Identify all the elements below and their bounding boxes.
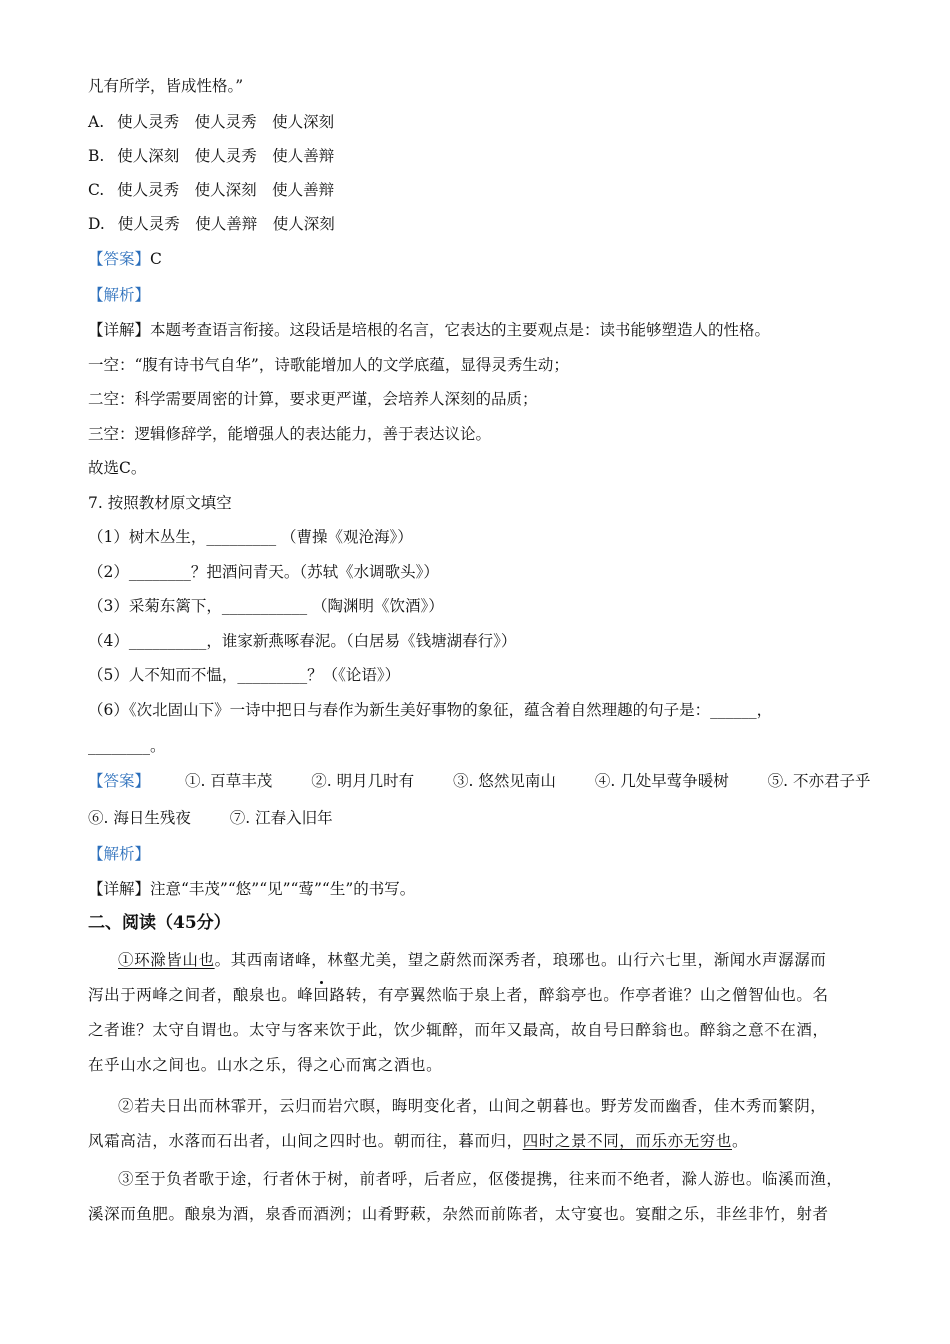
option-text: 使人灵秀 使人善辩 使人深刻	[117, 215, 335, 233]
answer-tag: 【答案】	[88, 250, 151, 268]
q7-item: （5）人不知而不愠，_________？（《论语》）	[88, 666, 401, 684]
q7-title: 7. 按照教材原文填空	[88, 494, 232, 512]
q6-answer	[88, 249, 162, 269]
q6-detail-line: 【详解】本题考查语言衔接。这段话是培根的名言，它表达的主要观点是：读书能够塑造人的性格。	[88, 321, 771, 339]
answer-item: ⑥. 海日生残夜	[88, 809, 191, 827]
passage-text: 路转，有亭翼然临于泉上者，醉翁亭也。作亭者谁？山之僧智仙也。名	[329, 986, 829, 1004]
option-text: 使人深刻 使人灵秀 使人善辩	[117, 147, 335, 165]
q6-detail-line: 故选C。	[88, 459, 147, 477]
answer-item: ⑦. 江春入旧年	[229, 809, 333, 827]
option-letter: C.	[88, 181, 105, 199]
passage-line	[88, 985, 829, 1005]
q7-item6-cont: ________。	[88, 737, 166, 755]
underlined-phrase: 四时之景不同，而乐亦无穷也	[522, 1132, 733, 1150]
dotted-char: 回	[313, 986, 330, 1004]
q6-detail-line: 二空：科学需要周密的计算，要求更严谨，会培养人深刻的品质；	[88, 390, 538, 408]
answer-item: ②. 明月几时有	[311, 772, 415, 790]
passage-line: 之者谁？太守自谓也。太守与客来饮于此，饮少辄醉，而年又最高，故自号曰醉翁也。醉翁之意不在酒，	[88, 1021, 829, 1039]
answer-tag: 【答案】	[88, 772, 151, 790]
option-text: 使人灵秀 使人灵秀 使人深刻	[117, 113, 335, 131]
passage-text: 风霜高洁，水落而石出者，山间之四时也。朝而往，暮而归，	[88, 1132, 523, 1150]
passage-text: 。	[732, 1132, 749, 1150]
passage-line: 在乎山水之间也。山水之乐，得之心而寓之酒也。	[88, 1056, 443, 1074]
quote-end: 凡有所学，皆成性格。”	[88, 77, 244, 95]
option-b	[88, 146, 334, 166]
passage-line: 溪深而鱼肥。酿泉为酒，泉香而酒洌；山肴野蔌，杂然而前陈者，太守宴也。宴酣之乐，非丝非竹，射者	[88, 1205, 829, 1223]
q7-item: （4）__________，谁家新燕啄春泥。（白居易《钱塘湖春行》）	[88, 632, 517, 650]
q7-detail: 【详解】注意“丰茂”“悠”“见”“莺”“生”的书写。	[88, 880, 416, 898]
q7-analysis-tag: 【解析】	[88, 845, 151, 863]
option-letter: B.	[88, 147, 105, 165]
option-d	[88, 214, 335, 234]
passage-line: ②若夫日出而林霏开，云归而岩穴暝，晦明变化者，山间之朝暮也。野芳发而幽香，佳木秀而繁阴，	[118, 1097, 827, 1115]
option-a	[88, 112, 334, 132]
q7-item: （6）《次北固山下》一诗中把日与春作为新生美好事物的象征，蕴含着自然理趣的句子是：______，	[88, 701, 773, 719]
q6-detail-line: 一空：“腹有诗书气自华”，诗歌能增加人的文学底蕴，显得灵秀生动；	[88, 356, 569, 374]
passage-line	[88, 1131, 748, 1151]
option-text: 使人灵秀 使人深刻 使人善辩	[117, 181, 335, 199]
answer-item: ⑤. 不亦君子乎	[767, 772, 871, 790]
option-letter: D.	[88, 215, 105, 233]
passage-line	[118, 950, 826, 970]
answer-item: ①. 百草丰茂	[184, 772, 273, 790]
section-heading: 二、阅读（45分）	[88, 913, 231, 933]
option-letter: A.	[88, 113, 105, 131]
q7-answer-row2	[88, 808, 333, 828]
q7-answer-row	[88, 771, 871, 791]
q7-item: （2）________？把酒问青天。（苏轼《水调歌头》）	[88, 563, 439, 581]
answer-item: ③. 悠然见南山	[453, 772, 556, 790]
passage-text: 泻出于两峰之间者，酿泉也。峰	[88, 986, 314, 1004]
passage-text: 。其西南诸峰，林壑尤美，望之蔚然而深秀者，琅琊也。山行六七里，渐闻水声潺潺而	[214, 951, 827, 969]
q7-item: （1）树木丛生，_________ （曹操《观沧海》）	[88, 528, 413, 546]
q6-analysis-tag: 【解析】	[88, 286, 151, 304]
q6-detail-line: 三空：逻辑修辞学，能增强人的表达能力，善于表达议论。	[88, 425, 492, 443]
option-c	[88, 180, 334, 200]
answer-value: C	[150, 250, 162, 268]
underlined-phrase: ①环滁皆山也	[118, 951, 215, 969]
q7-item: （3）采菊东篱下，___________ （陶渊明《饮酒》）	[88, 597, 444, 615]
passage-line: ③至于负者歌于途，行者休于树，前者呼，后者应，伛偻提携，往来而不绝者，滁人游也。临溪而渔，	[118, 1170, 843, 1188]
answer-item: ④. 几处早莺争暖树	[594, 772, 729, 790]
